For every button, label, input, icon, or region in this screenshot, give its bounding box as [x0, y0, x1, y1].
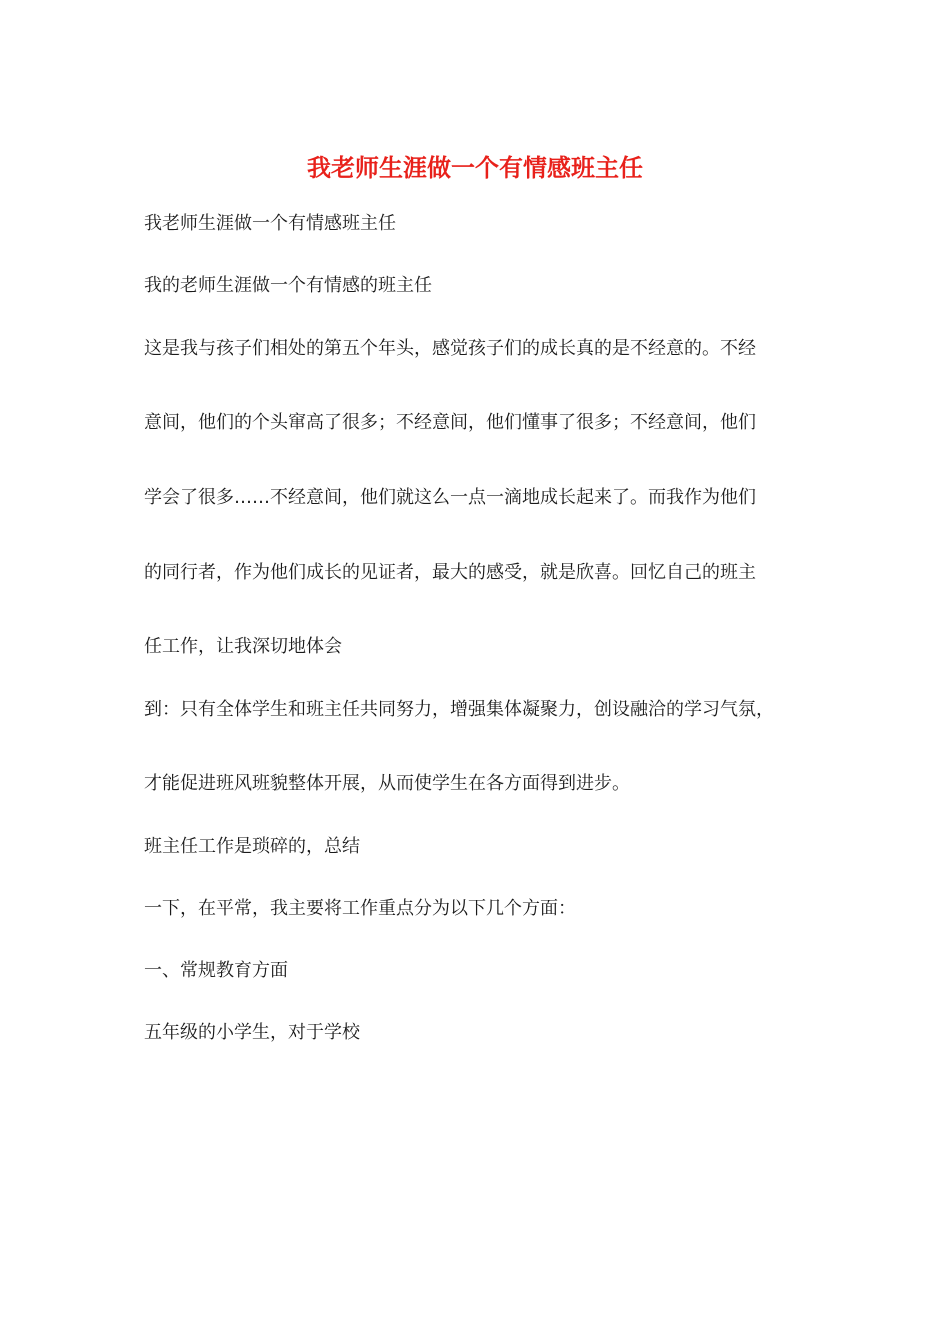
- text-line-paragraph-4: 的同行者，作为他们成长的见证者，最大的感受，就是欣喜。回忆自己的班主: [144, 562, 756, 583]
- text-line-paragraph-9: 一下，在平常，我主要将工作重点分为以下几个方面：: [144, 898, 576, 919]
- document-title: 我老师生涯做一个有情感班主任: [307, 153, 643, 182]
- text-line-paragraph-5: 任工作，让我深切地体会: [144, 636, 342, 657]
- text-line-section-heading: 一、常规教育方面: [144, 960, 288, 981]
- text-line-paragraph-6: 到：只有全体学生和班主任共同努力，增强集体凝聚力，创设融洽的学习气氛，: [144, 699, 774, 720]
- text-line-paragraph-10: 五年级的小学生，对于学校: [144, 1022, 360, 1043]
- text-line-paragraph-1: 这是我与孩子们相处的第五个年头，感觉孩子们的成长真的是不经意的。不经: [144, 338, 756, 359]
- text-line-paragraph-7: 才能促进班风班貌整体开展，从而使学生在各方面得到进步。: [144, 773, 630, 794]
- text-line-paragraph-8: 班主任工作是琐碎的，总结: [144, 836, 360, 857]
- text-line-paragraph-2: 意间，他们的个头窜高了很多；不经意间，他们懂事了很多；不经意间，他们: [144, 412, 756, 433]
- text-line-paragraph-3: 学会了很多……不经意间，他们就这么一点一滴地成长起来了。而我作为他们: [144, 487, 756, 508]
- text-line-heading: 我的老师生涯做一个有情感的班主任: [144, 275, 432, 296]
- text-line-subtitle: 我老师生涯做一个有情感班主任: [144, 213, 396, 234]
